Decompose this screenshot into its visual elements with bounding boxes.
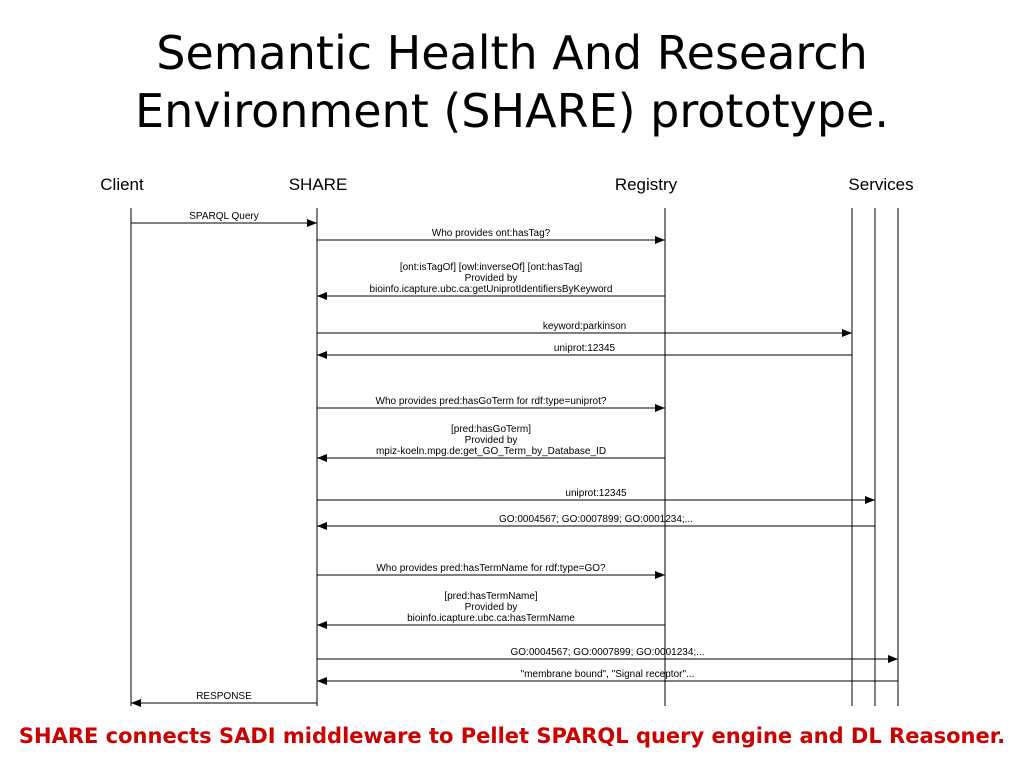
- message-label: [pred:hasGoTerm]: [450, 424, 532, 435]
- message-1: [131, 211, 317, 223]
- message-label: Who provides pred:hasTermName for rdf:type=GO?: [376, 563, 606, 574]
- message-6: [317, 396, 665, 408]
- message-14: [131, 691, 317, 703]
- message-12: [317, 647, 898, 659]
- message-label: Who provides pred:hasGoTerm for rdf:type=uniprot?: [375, 396, 607, 407]
- message-label: RESPONSE: [196, 691, 252, 702]
- message-label: uniprot:12345: [565, 488, 627, 499]
- message-label: uniprot:12345: [553, 343, 616, 354]
- message-label: SPARQL Query: [189, 211, 259, 222]
- message-label: Who provides ont:hasTag?: [431, 228, 551, 239]
- participant-share: SHARE: [288, 175, 348, 194]
- message-label: GO:0004567; GO:0007899; GO:0001234;...: [510, 647, 705, 658]
- participant-services: Services: [848, 175, 914, 194]
- slide-title-line2: Environment (SHARE) prototype.: [135, 84, 889, 138]
- message-2: [317, 228, 665, 240]
- message-13: [317, 669, 898, 681]
- slide-caption: SHARE connects SADI middleware to Pellet SPARQL query engine and DL Reasoner.: [18, 724, 1006, 748]
- slide-title-line1: Semantic Health And Research: [156, 26, 868, 80]
- message-label: Provided by: [464, 435, 518, 446]
- message-label: GO:0004567; GO:0007899; GO:0001234;...: [498, 514, 694, 525]
- message-9: [317, 514, 875, 526]
- message-label: bioinfo.icapture.ubc.ca:hasTermName: [407, 613, 575, 624]
- message-label: keyword:parkinson: [542, 321, 627, 332]
- participant-client: Client: [100, 175, 144, 194]
- message-3: [317, 262, 665, 296]
- message-label: bioinfo.icapture.ubc.ca:getUniprotIdentifiersByKeyword: [369, 284, 613, 295]
- message-label: [ont:isTagOf] [owl:inverseOf] [ont:hasTag]: [399, 262, 583, 273]
- message-11: [317, 591, 665, 625]
- message-label: [pred:hasTermName]: [444, 591, 538, 602]
- message-4: [317, 321, 852, 333]
- message-label: Provided by: [464, 602, 518, 613]
- message-label: Provided by: [464, 273, 518, 284]
- messages: [131, 211, 898, 703]
- message-5: [317, 343, 852, 355]
- message-7: [317, 424, 665, 458]
- message-label: mpiz-koeln.mpg.de:get_GO_Term_by_Database_ID: [375, 446, 607, 457]
- message-10: [317, 563, 665, 575]
- message-8: [317, 488, 875, 500]
- message-label: "membrane bound", "Signal receptor"...: [520, 669, 695, 680]
- participant-registry: Registry: [614, 175, 678, 194]
